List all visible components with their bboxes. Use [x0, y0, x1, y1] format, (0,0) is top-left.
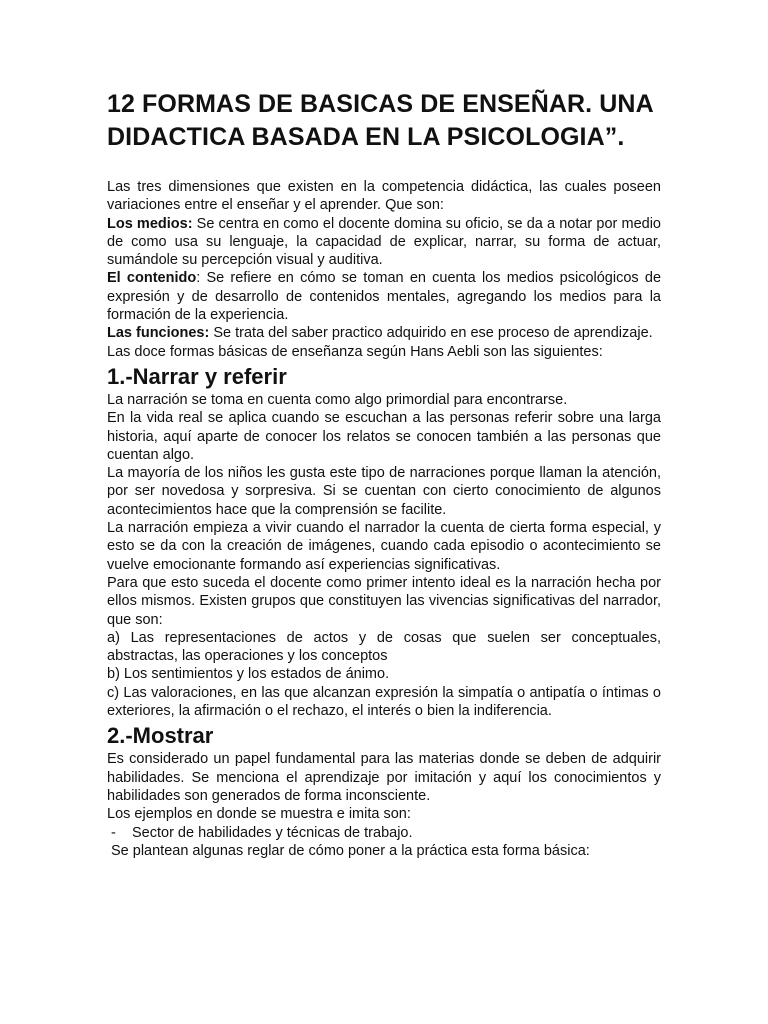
- funciones-paragraph: [107, 324, 661, 342]
- section2-paragraph-2: Los ejemplos en donde se muestra e imita son:: [107, 806, 411, 823]
- document-title: 12 FORMAS DE BASICAS DE ENSEÑAR. UNA DIDACTICA BASADA EN LA PSICOLOGIA”.: [107, 90, 653, 151]
- contenido-label: El contenido: [107, 270, 197, 287]
- section1-item-b: b) Los sentimientos y los estados de ánimo.: [107, 666, 390, 683]
- doce-formas-paragraph: Las doce formas básicas de enseñanza según Hans Aebli son las siguientes:: [107, 343, 603, 360]
- list-dash: -: [111, 824, 116, 841]
- section1-paragraph-1: La narración se toma en cuenta como algo primordial para encontrarse.: [107, 391, 568, 408]
- contenido-text: : Se refiere en cómo se toman en cuenta los medios psicológicos de expresión y de desarrollo de contenidos mentales, agregando los medios para la formación de la experiencia.: [107, 270, 662, 324]
- section1-paragraph-4: La narración empieza a vivir cuando el narrador la cuenta de cierta forma especial, y esto se da con la creación de imágenes, cuando cada episodio o acontecimiento se vuelve emocionante formando así experiencias significativas.: [107, 520, 661, 573]
- medios-label: Los medios:: [107, 215, 193, 232]
- section1-item-a: a) Las representaciones de actos y de cosas que suelen ser conceptuales, abstractas, las operaciones y los conceptos: [107, 629, 661, 665]
- section2-paragraph-3: Se plantean algunas reglar de cómo poner a la práctica esta forma básica:: [111, 842, 590, 859]
- funciones-label: Las funciones:: [107, 325, 210, 342]
- medios-paragraph: [107, 215, 661, 270]
- intro-paragraph: Las tres dimensiones que existen en la competencia didáctica, las cuales poseen variaciones entre el enseñar y el aprender. Que son:: [107, 179, 661, 214]
- section2-paragraph-1: Es considerado un papel fundamental para las materias donde se deben de adquirir habilidades. Se menciona el aprendizaje por imitación y aquí los conocimientos y habilidades son generados de forma inconsciente.: [107, 751, 661, 804]
- section1-heading: 1.-Narrar y referir: [107, 363, 287, 389]
- funciones-text: Se trata del saber practico adquirido en ese proceso de aprendizaje.: [209, 325, 653, 342]
- section1-paragraph-3: La mayoría de los niños les gusta este tipo de narraciones porque llaman la atención, por ser novedosa y sorpresiva. Si se cuentan con cierto conocimiento de algunos acontecimientos hace que la comprensión se facilite.: [107, 465, 661, 518]
- section1-paragraph-2: En la vida real se aplica cuando se escuchan a las personas referir sobre una larga historia, aquí aparte de conocer los relatos se conocen también a las personas que cuentan algo.: [107, 410, 661, 463]
- section1-item-c: c) Las valoraciones, en las que alcanzan expresión la simpatía o antipatía o íntimas o exteriores, la afirmación o el rechazo, el interés o bien la indiferencia.: [107, 684, 661, 720]
- contenido-paragraph: [107, 269, 661, 324]
- section1-paragraph-5: Para que esto suceda el docente como primer intento ideal es la narración hecha por ellos mismos. Existen grupos que constituyen las vivencias significativas del narrador, que son:: [107, 574, 661, 628]
- section2-list-item-text: Sector de habilidades y técnicas de trabajo.: [132, 824, 413, 841]
- medios-text: Se centra en como el docente domina su oficio, se da a notar por medio de como usa su lenguaje, la capacidad de explicar, narrar, su forma de actuar, sumándole su percepción visual y auditiva.: [107, 215, 661, 269]
- section2-list-item: [107, 824, 661, 842]
- section2-heading: 2.-Mostrar: [107, 723, 214, 749]
